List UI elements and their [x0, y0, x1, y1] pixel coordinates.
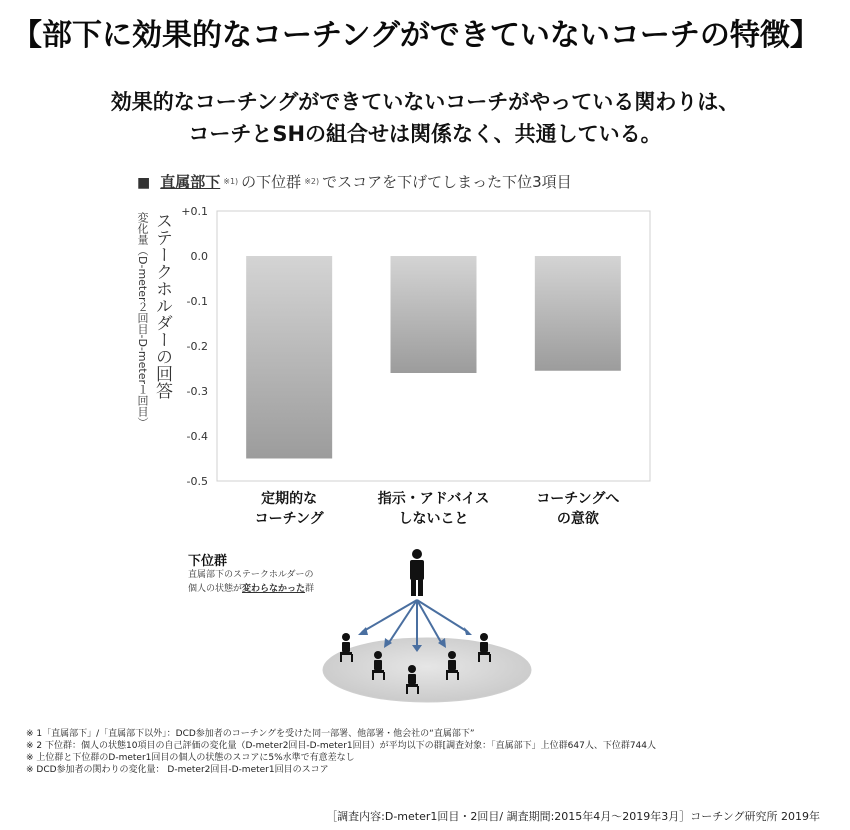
x-category-label: 指示・アドバイスしないこと	[377, 491, 490, 527]
page-title: 【部下に効果的なコーチングができていないコーチの特徴】	[12, 18, 820, 53]
subtitle-line-2: コーチとSHの組合せは関係なく、共通している。	[188, 122, 662, 146]
lower-group-desc-line-1: 直属部下のステークホルダーの	[188, 570, 314, 580]
header-tail: でスコアを下げてしまった下位3項目	[322, 173, 572, 191]
footnotes	[26, 728, 656, 776]
footnote: ※ DCD参加者の関わりの変化量： D-meter2回目-D-meter1回目のスコア	[26, 765, 329, 775]
footnote: ※ 上位群と下位群のD-meter1回目の個人の状態のスコアに5%水準で有意差なし	[26, 753, 355, 763]
y-tick-label: -0.4	[186, 430, 208, 443]
header-note-1: ※1)	[223, 177, 239, 186]
bar	[391, 256, 477, 373]
square-bullet-icon: ■	[137, 175, 151, 191]
header-mid: の下位群	[241, 173, 302, 191]
x-category-label: コーチングへの意欲	[536, 491, 620, 527]
coach-figure-icon	[410, 549, 424, 596]
header-bold: 直属部下	[160, 173, 221, 191]
y-tick-label: -0.3	[186, 385, 208, 398]
subtitle-line-1: 効果的なコーチングができていないコーチがやっている関わりは、	[110, 90, 740, 114]
y-axis-label-main: ステークホルダーの回答	[152, 212, 172, 399]
y-tick-label: -0.5	[186, 475, 208, 488]
footnote: ※ 2 下位群：個人の状態10項目の自己評価の変化量（D-meter2回目-D-meter1回目）が平均以下の群[調査対象：「直属部下」上位群647人、下位群744人	[26, 741, 657, 751]
lower-group-desc-emph: 変わらなかった	[242, 584, 306, 594]
footnote: ※ 1「直属部下」/「直属部下以外」：DCD参加者のコーチングを受けた同一部署、他部署・他会社の“直属部下”	[26, 729, 475, 739]
x-category-label: 定期的なコーチング	[254, 491, 324, 527]
y-tick-label: -0.2	[186, 340, 208, 353]
header-note-2: ※2)	[304, 177, 320, 186]
bar	[535, 256, 621, 371]
y-tick-label: +0.1	[181, 205, 208, 218]
y-axis-label-sub: 変化量（D-meter２回目-D-meter１回目）	[136, 212, 149, 429]
floor-ellipse	[323, 638, 531, 702]
lower-group-desc-line-2	[188, 582, 314, 596]
lower-group-desc-pre: 個人の状態が	[188, 584, 243, 594]
lower-group-desc-post: 群	[305, 584, 315, 594]
y-tick-label: -0.1	[186, 295, 208, 308]
lower-group-desc	[188, 568, 314, 596]
y-tick-label: 0.0	[190, 250, 208, 263]
lower-group-title: 下位群	[188, 554, 228, 569]
bar	[246, 256, 332, 459]
coach-illustration	[300, 540, 560, 720]
source-note: ［調査内容:D-meter1回目・2回目/ 調査期間:2015年4月～2019年3月］コーチング研究所 2019年	[326, 810, 820, 823]
